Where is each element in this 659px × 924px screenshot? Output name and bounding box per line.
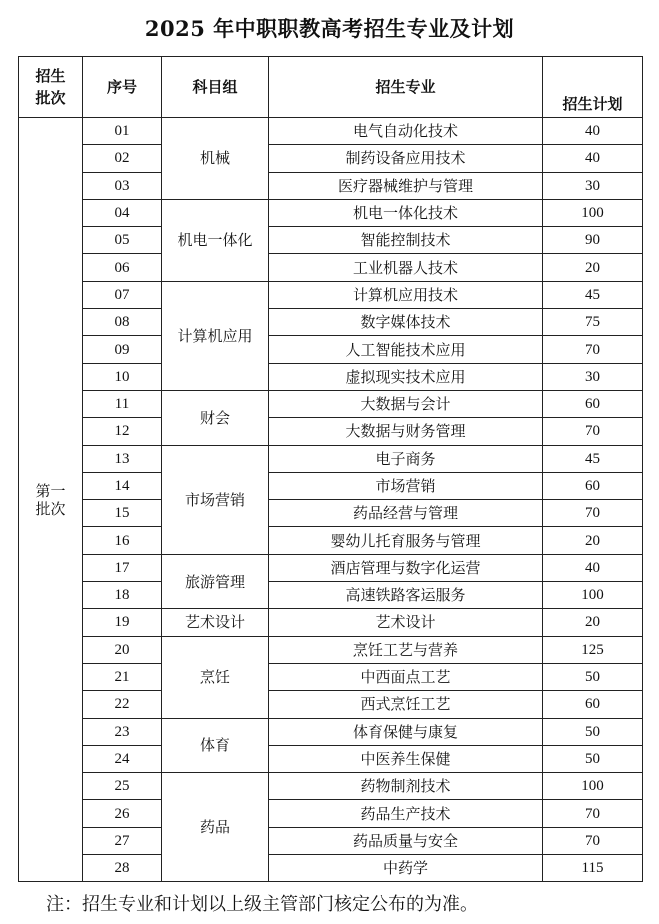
plan-cell: 100 <box>543 773 643 800</box>
subject-group-cell: 机械 <box>162 118 269 200</box>
major-cell: 数字媒体技术 <box>269 309 543 336</box>
plan-cell: 60 <box>543 691 643 718</box>
table-row <box>19 199 643 226</box>
seq-cell: 11 <box>83 390 162 417</box>
seq-cell: 26 <box>83 800 162 827</box>
plan-cell: 125 <box>543 636 643 663</box>
header-major: 招生专业 <box>269 57 543 118</box>
seq-cell: 13 <box>83 445 162 472</box>
plan-cell: 60 <box>543 472 643 499</box>
seq-cell: 01 <box>83 118 162 145</box>
plan-cell: 20 <box>543 527 643 554</box>
seq-cell: 28 <box>83 855 162 882</box>
header-batch-line2: 批次 <box>35 89 66 107</box>
table-row <box>19 663 643 690</box>
table-row <box>19 390 643 417</box>
plan-cell: 70 <box>543 827 643 854</box>
major-cell: 艺术设计 <box>269 609 543 636</box>
table-row <box>19 281 643 308</box>
major-cell: 药品质量与安全 <box>269 827 543 854</box>
header-seq: 序号 <box>83 57 162 118</box>
seq-cell: 04 <box>83 199 162 226</box>
table-row <box>19 500 643 527</box>
header-batch-line1: 招生 <box>35 67 66 85</box>
major-cell: 人工智能技术应用 <box>269 336 543 363</box>
plan-cell: 40 <box>543 554 643 581</box>
plan-cell: 50 <box>543 745 643 772</box>
plan-cell: 20 <box>543 254 643 281</box>
seq-cell: 17 <box>83 554 162 581</box>
major-cell: 电气自动化技术 <box>269 118 543 145</box>
plan-cell: 40 <box>543 145 643 172</box>
subject-group-cell: 市场营销 <box>162 445 269 554</box>
table-row <box>19 609 643 636</box>
subject-group-cell: 药品 <box>162 773 269 882</box>
table-row <box>19 718 643 745</box>
major-cell: 药品生产技术 <box>269 800 543 827</box>
seq-cell: 16 <box>83 527 162 554</box>
seq-cell: 23 <box>83 718 162 745</box>
major-cell: 机电一体化技术 <box>269 199 543 226</box>
plan-cell: 30 <box>543 363 643 390</box>
seq-cell: 09 <box>83 336 162 363</box>
major-cell: 大数据与财务管理 <box>269 418 543 445</box>
table-row <box>19 445 643 472</box>
table-row <box>19 472 643 499</box>
table-row <box>19 800 643 827</box>
table-row <box>19 827 643 854</box>
plan-cell: 70 <box>543 500 643 527</box>
major-cell: 电子商务 <box>269 445 543 472</box>
header-plan: 招生计划 <box>543 57 643 118</box>
subject-group-cell: 机电一体化 <box>162 199 269 281</box>
major-cell: 婴幼儿托育服务与管理 <box>269 527 543 554</box>
major-cell: 体育保健与康复 <box>269 718 543 745</box>
table-row <box>19 554 643 581</box>
plan-cell: 20 <box>543 609 643 636</box>
header-batch <box>19 57 83 118</box>
plan-cell: 70 <box>543 800 643 827</box>
seq-cell: 05 <box>83 227 162 254</box>
table-header-row <box>19 57 643 118</box>
footnote: 注：招生专业和计划以上级主管部门核定公布的为准。 <box>46 894 478 915</box>
major-cell: 药物制剂技术 <box>269 773 543 800</box>
table-row <box>19 118 643 145</box>
seq-cell: 08 <box>83 309 162 336</box>
subject-group-cell: 旅游管理 <box>162 554 269 609</box>
seq-cell: 22 <box>83 691 162 718</box>
major-cell: 西式烹饪工艺 <box>269 691 543 718</box>
table-body <box>19 118 643 882</box>
plan-cell: 115 <box>543 855 643 882</box>
table-row <box>19 636 643 663</box>
subject-group-cell: 财会 <box>162 390 269 445</box>
seq-cell: 15 <box>83 500 162 527</box>
major-cell: 工业机器人技术 <box>269 254 543 281</box>
table-row <box>19 363 643 390</box>
plan-cell: 50 <box>543 663 643 690</box>
plan-cell: 70 <box>543 336 643 363</box>
major-cell: 医疗器械维护与管理 <box>269 172 543 199</box>
major-cell: 烹饪工艺与营养 <box>269 636 543 663</box>
batch-line1: 第一 <box>35 481 66 500</box>
table-row <box>19 691 643 718</box>
table-row <box>19 227 643 254</box>
major-cell: 中医养生保健 <box>269 745 543 772</box>
major-cell: 计算机应用技术 <box>269 281 543 308</box>
plan-cell: 100 <box>543 582 643 609</box>
table-row <box>19 745 643 772</box>
plan-cell: 100 <box>543 199 643 226</box>
plan-cell: 75 <box>543 309 643 336</box>
plan-cell: 30 <box>543 172 643 199</box>
major-cell: 市场营销 <box>269 472 543 499</box>
major-cell: 制药设备应用技术 <box>269 145 543 172</box>
major-cell: 药品经营与管理 <box>269 500 543 527</box>
seq-cell: 06 <box>83 254 162 281</box>
subject-group-cell: 计算机应用 <box>162 281 269 390</box>
subject-group-cell: 体育 <box>162 718 269 773</box>
table-row <box>19 773 643 800</box>
seq-cell: 03 <box>83 172 162 199</box>
table-row <box>19 309 643 336</box>
seq-cell: 07 <box>83 281 162 308</box>
seq-cell: 27 <box>83 827 162 854</box>
seq-cell: 18 <box>83 582 162 609</box>
seq-cell: 19 <box>83 609 162 636</box>
major-cell: 酒店管理与数字化运营 <box>269 554 543 581</box>
plan-cell: 45 <box>543 281 643 308</box>
major-cell: 虚拟现实技术应用 <box>269 363 543 390</box>
table-row <box>19 855 643 882</box>
plan-cell: 70 <box>543 418 643 445</box>
plan-cell: 45 <box>543 445 643 472</box>
table-row <box>19 336 643 363</box>
seq-cell: 14 <box>83 472 162 499</box>
header-group: 科目组 <box>162 57 269 118</box>
enrollment-plan-table <box>18 56 643 882</box>
major-cell: 大数据与会计 <box>269 390 543 417</box>
table-row <box>19 145 643 172</box>
table-row <box>19 254 643 281</box>
plan-cell: 50 <box>543 718 643 745</box>
seq-cell: 24 <box>83 745 162 772</box>
seq-cell: 21 <box>83 663 162 690</box>
table-row <box>19 527 643 554</box>
seq-cell: 02 <box>83 145 162 172</box>
subject-group-cell: 烹饪 <box>162 636 269 718</box>
major-cell: 中药学 <box>269 855 543 882</box>
page-title: 2025 年中职职教高考招生专业及计划 <box>144 16 515 41</box>
table-row <box>19 172 643 199</box>
batch-line2: 批次 <box>35 499 66 518</box>
plan-cell: 40 <box>543 118 643 145</box>
seq-cell: 10 <box>83 363 162 390</box>
table-row <box>19 582 643 609</box>
major-cell: 智能控制技术 <box>269 227 543 254</box>
major-cell: 高速铁路客运服务 <box>269 582 543 609</box>
seq-cell: 12 <box>83 418 162 445</box>
major-cell: 中西面点工艺 <box>269 663 543 690</box>
seq-cell: 25 <box>83 773 162 800</box>
batch-cell <box>19 118 83 882</box>
plan-cell: 90 <box>543 227 643 254</box>
table-row <box>19 418 643 445</box>
subject-group-cell: 艺术设计 <box>162 609 269 636</box>
plan-cell: 60 <box>543 390 643 417</box>
seq-cell: 20 <box>83 636 162 663</box>
